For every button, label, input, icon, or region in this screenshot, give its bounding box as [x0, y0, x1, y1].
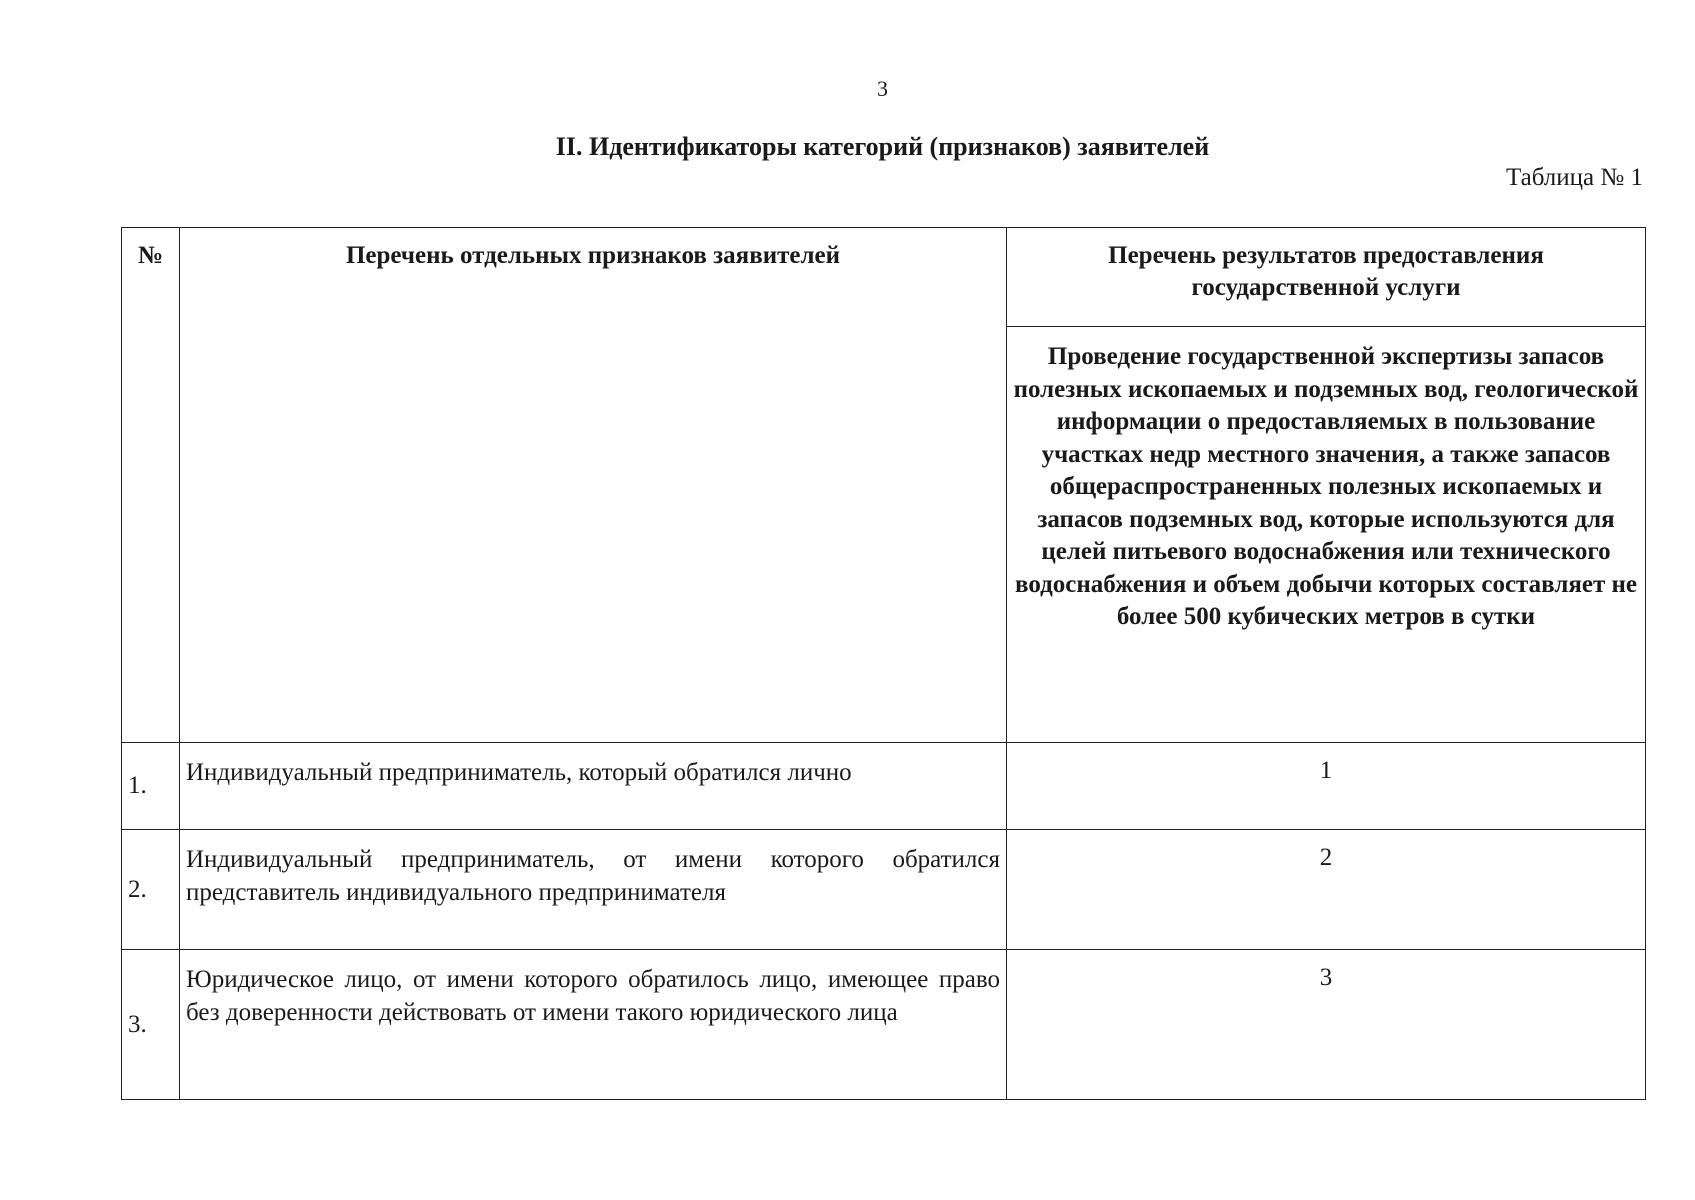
header-results: Перечень результатов предоставления государственной услуги	[1007, 228, 1646, 327]
applicant-categories-table	[121, 227, 1646, 1100]
header-result-item: Проведение государственной экспертизы запасов полезных ископаемых и подземных вод, геологической информации о предоставляемых в пользование участках недр местного значения, а также запасов общераспространенных полезных ископаемых и запасов подземных вод, которые используются для целей питьевого водоснабжения или технического водоснабжения и объем добычи которых составляет не более 500 кубических метров в сутки	[1007, 327, 1646, 743]
table-row	[122, 830, 1646, 950]
table-header-row	[122, 228, 1646, 327]
row-result: 2	[1007, 830, 1646, 950]
row-attribute: Индивидуальный предприниматель, от имени которого обратился представитель индивидуального предпринимателя	[180, 830, 1007, 950]
row-attribute: Юридическое лицо, от имени которого обратилось лицо, имеющее право без доверенности действовать от имени такого юридического лица	[180, 950, 1007, 1100]
section-title: II. Идентификаторы категорий (признаков) заявителей	[555, 132, 1210, 161]
row-number: 3.	[122, 950, 180, 1100]
row-result: 3	[1007, 950, 1646, 1100]
header-number: №	[122, 228, 180, 743]
table-caption: Таблица № 1	[1505, 164, 1643, 191]
row-number: 2.	[122, 830, 180, 950]
header-attributes: Перечень отдельных признаков заявителей	[180, 228, 1007, 743]
table-row	[122, 743, 1646, 830]
row-attribute: Индивидуальный предприниматель, который обратился лично	[180, 743, 1007, 830]
table-row	[122, 950, 1646, 1100]
row-number: 1.	[122, 743, 180, 830]
row-result: 1	[1007, 743, 1646, 830]
page-number: 3	[877, 76, 888, 101]
